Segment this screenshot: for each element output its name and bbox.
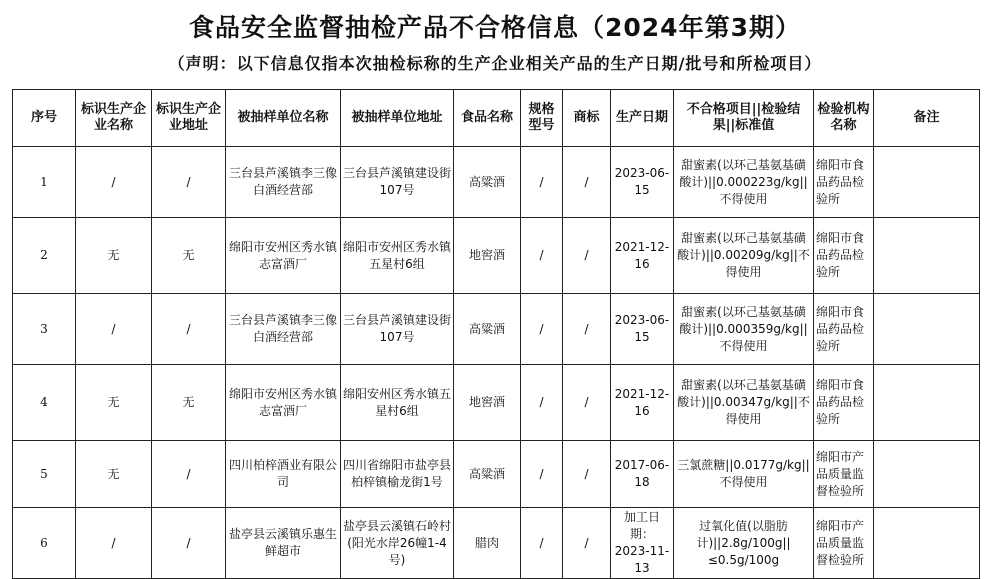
failed-item: 过氧化值(以脂肪计)||2.8g/100g||≤0.5g/100g — [674, 508, 814, 579]
sampled-unit-name: 盐亭县云溪镇乐惠生鲜超市 — [226, 508, 341, 579]
inspection-table — [12, 89, 980, 579]
remark — [874, 508, 980, 579]
failed-item: 甜蜜素(以环己基氨基磺酸计)||0.000223g/kg||不得使用 — [674, 147, 814, 218]
spec: / — [521, 441, 563, 508]
food-name: 地窖酒 — [454, 218, 521, 294]
spec: / — [521, 218, 563, 294]
spec: / — [521, 508, 563, 579]
brand: / — [563, 365, 611, 441]
spec: / — [521, 294, 563, 365]
manufacturer-name: 无 — [76, 218, 152, 294]
sampled-unit-address: 绵阳市安州区秀水镇五星村6组 — [341, 218, 454, 294]
sampled-unit-name: 三台县芦溪镇李三像白酒经营部 — [226, 294, 341, 365]
table-row — [13, 508, 980, 579]
sampled-unit-address: 三台县芦溪镇建设街107号 — [341, 294, 454, 365]
header-cell: 不合格项目||检验结果||标准值 — [674, 90, 814, 147]
row-number: 5 — [13, 441, 76, 508]
sampled-unit-address: 三台县芦溪镇建设街107号 — [341, 147, 454, 218]
table-row — [13, 147, 980, 218]
manufacturer-name: / — [76, 294, 152, 365]
table-row — [13, 218, 980, 294]
production-date: 2021-12-16 — [611, 365, 674, 441]
testing-agency: 绵阳市产品质量监督检验所 — [814, 441, 874, 508]
production-date: 2023-06-15 — [611, 147, 674, 218]
sampled-unit-name: 四川柏梓酒业有限公司 — [226, 441, 341, 508]
failed-item: 甜蜜素(以环己基氨基磺酸计)||0.000359g/kg||不得使用 — [674, 294, 814, 365]
remark — [874, 218, 980, 294]
spec: / — [521, 365, 563, 441]
manufacturer-name: / — [76, 147, 152, 218]
sampled-unit-name: 绵阳市安州区秀水镇志富酒厂 — [226, 365, 341, 441]
food-name: 高粱酒 — [454, 441, 521, 508]
table-row — [13, 365, 980, 441]
manufacturer-address: 无 — [152, 218, 226, 294]
testing-agency: 绵阳市食品药品检验所 — [814, 218, 874, 294]
header-cell: 被抽样单位地址 — [341, 90, 454, 147]
row-number: 6 — [13, 508, 76, 579]
sampled-unit-address: 盐亭县云溪镇石岭村(阳光水岸26幢1-4号) — [341, 508, 454, 579]
header-cell: 序号 — [13, 90, 76, 147]
testing-agency: 绵阳市产品质量监督检验所 — [814, 508, 874, 579]
manufacturer-name: 无 — [76, 441, 152, 508]
page-title: 食品安全监督抽检产品不合格信息（2024年第3期） — [189, 13, 801, 42]
testing-agency: 绵阳市食品药品检验所 — [814, 147, 874, 218]
food-name: 高粱酒 — [454, 147, 521, 218]
manufacturer-address: / — [152, 147, 226, 218]
row-number: 3 — [13, 294, 76, 365]
manufacturer-name: / — [76, 508, 152, 579]
row-number: 4 — [13, 365, 76, 441]
testing-agency: 绵阳市食品药品检验所 — [814, 365, 874, 441]
testing-agency: 绵阳市食品药品检验所 — [814, 294, 874, 365]
production-date: 2021-12-16 — [611, 218, 674, 294]
table-header-row — [13, 90, 980, 147]
header-cell: 商标 — [563, 90, 611, 147]
sampled-unit-name: 绵阳市安州区秀水镇志富酒厂 — [226, 218, 341, 294]
remark — [874, 294, 980, 365]
production-date: 2023-06-15 — [611, 294, 674, 365]
header-cell: 标识生产企业名称 — [76, 90, 152, 147]
brand: / — [563, 441, 611, 508]
food-name: 高粱酒 — [454, 294, 521, 365]
header-cell: 检验机构名称 — [814, 90, 874, 147]
remark — [874, 147, 980, 218]
production-date: 2017-06-18 — [611, 441, 674, 508]
table-row — [13, 441, 980, 508]
manufacturer-address: / — [152, 441, 226, 508]
header-cell: 备注 — [874, 90, 980, 147]
header-cell: 规格型号 — [521, 90, 563, 147]
manufacturer-address: / — [152, 294, 226, 365]
brand: / — [563, 147, 611, 218]
spec: / — [521, 147, 563, 218]
header-cell: 生产日期 — [611, 90, 674, 147]
page-subtitle: （声明：以下信息仅指本次抽检标称的生产企业相关产品的生产日期/批号和所检项目） — [168, 54, 822, 73]
manufacturer-name: 无 — [76, 365, 152, 441]
sampled-unit-name: 三台县芦溪镇李三像白酒经营部 — [226, 147, 341, 218]
failed-item: 甜蜜素(以环己基氨基磺酸计)||0.00347g/kg||不得使用 — [674, 365, 814, 441]
sampled-unit-address: 绵阳安州区秀水镇五星村6组 — [341, 365, 454, 441]
manufacturer-address: 无 — [152, 365, 226, 441]
food-name: 地窖酒 — [454, 365, 521, 441]
header-cell: 食品名称 — [454, 90, 521, 147]
food-name: 腊肉 — [454, 508, 521, 579]
header-cell: 标识生产企业地址 — [152, 90, 226, 147]
brand: / — [563, 218, 611, 294]
header-cell: 被抽样单位名称 — [226, 90, 341, 147]
row-number: 1 — [13, 147, 76, 218]
remark — [874, 365, 980, 441]
brand: / — [563, 294, 611, 365]
production-date: 加工日期：2023-11-13 — [611, 508, 674, 579]
manufacturer-address: / — [152, 508, 226, 579]
failed-item: 三氯蔗糖||0.0177g/kg||不得使用 — [674, 441, 814, 508]
row-number: 2 — [13, 218, 76, 294]
failed-item: 甜蜜素(以环己基氨基磺酸计)||0.00209g/kg||不得使用 — [674, 218, 814, 294]
table-row — [13, 294, 980, 365]
brand: / — [563, 508, 611, 579]
sampled-unit-address: 四川省绵阳市盐亭县柏梓镇榆龙街1号 — [341, 441, 454, 508]
remark — [874, 441, 980, 508]
